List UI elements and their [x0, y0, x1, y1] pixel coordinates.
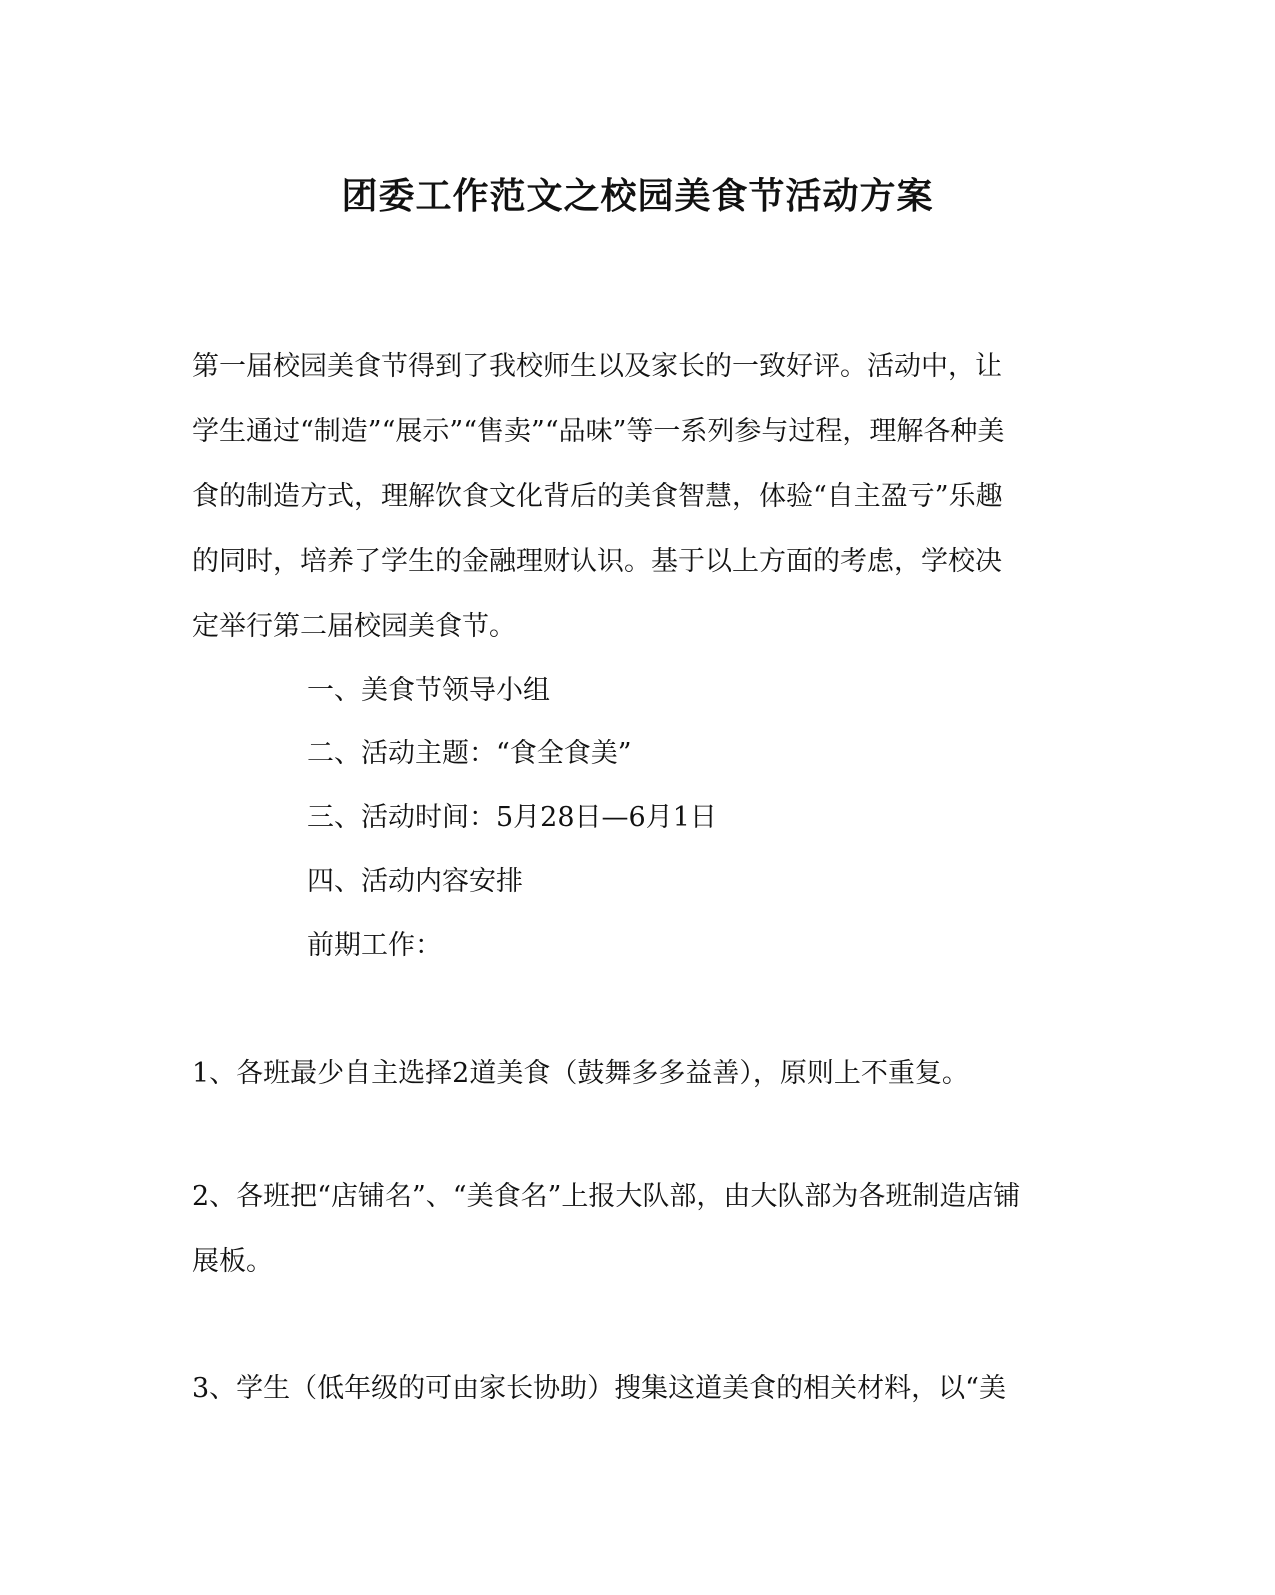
intro-line: 定举行第二届校园美食节。 [192, 611, 516, 642]
section-heading-preparation: 前期工作： [307, 930, 442, 961]
list-item-2-line: 展板。 [192, 1246, 273, 1277]
list-item-2 [192, 1164, 1062, 1294]
intro-line: 学生通过“制造”“展示”“售卖”“品味”等一系列参与过程，理解各种美 [192, 416, 1005, 447]
section-heading-content: 四、活动内容安排 [307, 866, 523, 897]
section-heading-leadership: 一、美食节领导小组 [307, 675, 550, 706]
list-item-3 [192, 1356, 1062, 1421]
list-item-3-line: 3、学生（低年级的可由家长协助）搜集这道美食的相关材料，以“美 [192, 1373, 1006, 1404]
intro-line: 第一届校园美食节得到了我校师生以及家长的一致好评。活动中，让 [192, 351, 1002, 382]
list-item-1: 1、各班最少自主选择2道美食（鼓舞多多益善），原则上不重复。 [192, 1058, 969, 1089]
intro-paragraph [192, 334, 1062, 659]
list-item-2-line: 2、各班把“店铺名”、“美食名”上报大队部，由大队部为各班制造店铺 [192, 1181, 1021, 1212]
intro-line: 食的制造方式，理解饮食文化背后的美食智慧，体验“自主盈亏”乐趣 [192, 481, 1003, 512]
intro-line: 的同时，培养了学生的金融理财认识。基于以上方面的考虑，学校决 [192, 546, 1002, 577]
section-heading-theme: 二、活动主题：“食全食美” [307, 738, 632, 769]
document-title: 团委工作范文之校园美食节活动方案 [341, 175, 934, 217]
section-heading-time: 三、活动时间：5月28日—6月1日 [307, 802, 717, 833]
